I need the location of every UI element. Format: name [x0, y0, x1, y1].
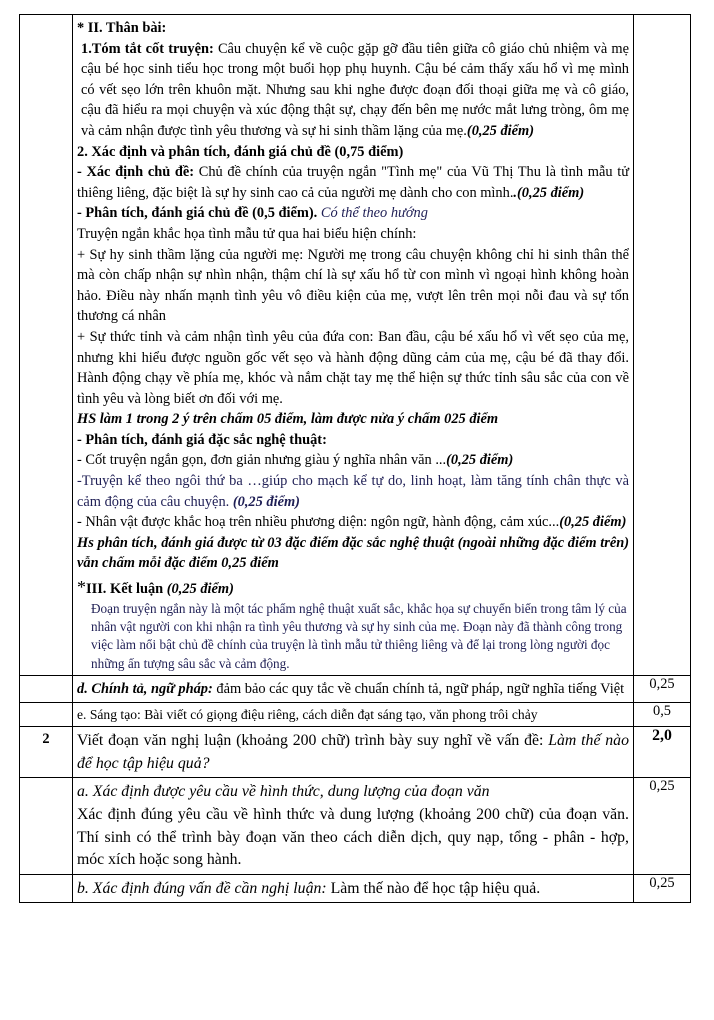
art-point-2	[77, 471, 629, 512]
table-row-question-2	[20, 727, 691, 778]
summary-label: 1.Tóm tắt cốt truyện:	[81, 40, 214, 57]
conclusion-paragraph: Đoạn truyện ngắn này là một tác phẩm nghệ thuật xuất sắc, khắc họa sự chuyển biến trong tâm lý của nhân vật người con khi nhận ra tình yêu thương và sự hy sinh của mẹ. Đoạn này đã thành công trong việc làm nổi bật chủ đề chính của truyện là tình mẫu tử thiêng liêng và để lại trong lòng người đọc những ấn tượng sâu sắc và cảm động.	[91, 600, 627, 671]
part3-heading-text: III. Kết luận	[86, 581, 164, 598]
question-2-score: 2,0	[634, 727, 691, 778]
art-point-3-score: (0,25 điểm)	[559, 514, 627, 531]
grading-note-2: Hs phân tích, đánh giá được từ 03 đặc điểm đặc sắc nghệ thuật (ngoài những đặc điểm trên) vẫn chấm mỗi đặc điểm 0,25 điểm	[77, 534, 629, 572]
question-2-number: 2	[20, 727, 73, 778]
grammar-score: 0,25	[634, 676, 691, 703]
issue-label: b. Xác định đúng vấn đề cần nghị luận:	[77, 879, 327, 897]
content-cell-creativity	[73, 702, 634, 726]
section2-heading: 2. Xác định và phân tích, đánh giá chủ đề (0,75 điểm)	[77, 143, 404, 160]
score-cell-body	[634, 15, 691, 676]
table-row-issue	[20, 874, 691, 903]
analysis-point-1: + Sự hy sinh thầm lặng của người mẹ: Người mẹ trong câu chuyện không chỉ hi sinh thân thể mà còn chấp nhận sự nhìn nhận, thậm chí là sự xấu hổ từ con mình vì ngoại hình không hoàn hảo. Điều này nhấn mạnh tình yêu vô điều kiện của mẹ, vượt lên trên mọi nỗi đau và sự tổn thương cá nhân	[77, 246, 629, 325]
part3-star: *	[77, 577, 86, 598]
analysis-hint: Có thể theo hướng	[317, 205, 428, 222]
form-requirement	[73, 778, 633, 873]
grammar-criterion	[73, 676, 633, 702]
grading-note-1: HS làm 1 trong 2 ý trên chấm 05 điểm, làm được nửa ý chấm 025 điểm	[77, 411, 499, 428]
creativity-criterion: e. Sáng tạo: Bài viết có giọng điệu riêng, cách diễn đạt sáng tạo, văn phong trôi chảy	[77, 706, 538, 722]
theme-paragraph	[77, 162, 629, 203]
analysis-heading	[77, 203, 629, 224]
analysis-point-2: + Sự thức tỉnh và cảm nhận tình yêu của đứa con: Ban đầu, cậu bé xấu hổ vì vết sẹo của mẹ, nhưng khi hiểu được nguồn gốc vết sẹo và hành động dũng cảm của mẹ, cậu bé đã thay đổi. Hành động chạy về phía mẹ, khóc và nắm chặt tay mẹ thể hiện sự thức tỉnh sâu sắc của con về tình yêu và lòng biết ơn đối với mẹ.	[77, 328, 629, 407]
question-number-cell	[20, 874, 73, 903]
form-requirement-label: a. Xác định được yêu cầu về hình thức, dung lượng của đoạn văn	[77, 783, 490, 801]
part3-heading	[77, 577, 629, 600]
question-2-prompt-text: Viết đoạn văn nghị luận (khoảng 200 chữ) trình bày suy nghĩ về vấn đề:	[77, 732, 549, 750]
content-cell-form	[73, 778, 634, 874]
question-number-cell	[20, 778, 73, 874]
theme-text: Chủ đề chính của truyện ngắn "Tình mẹ" của Vũ Thị Thu là tình mẫu tử thiêng liêng, đặc biệt là sự hy sinh cao cả của người mẹ dành cho con mình.	[77, 164, 629, 201]
summary-text: Câu chuyện kể về cuộc gặp gỡ đầu tiên giữa cô giáo chủ nhiệm và mẹ cậu bé học sinh tiểu học trong một buổi họp phụ huynh. Cậu bé cảm thấy xấu hổ vì mẹ mình có vết sẹo lớn trên khuôn mặt. Nhưng sau khi nghe được đoạn đối thoại giữa mẹ và cô giáo, cậu đã hiểu ra mọi chuyện và xúc động thật sự, chạy đến bên mẹ nước mắt lưng tròng, ôm mẹ và cảm nhận được tình yêu thương và sự hi sinh thầm lặng của mẹ.	[81, 40, 629, 139]
table-row-body-section	[20, 15, 691, 676]
summary-score: (0,25 điểm)	[466, 122, 535, 139]
form-requirement-text: Xác định đúng yêu cầu về hình thức và dung lượng (khoảng 200 chữ) của đoạn văn. Thí sinh có thể trình bày đoạn văn theo cách diễn dịch, quy nạp, tổng - phân - hợp, móc xích hoặc song hành.	[77, 806, 629, 869]
summary-paragraph	[77, 39, 629, 142]
question-2-topic: Làm thế nào để học tập hiệu quả?	[77, 732, 629, 772]
content-cell-issue	[73, 874, 634, 903]
art-heading: - Phân tích, đánh giá đặc sắc nghệ thuật:	[77, 431, 327, 448]
question-2-prompt	[73, 727, 633, 777]
question-number-cell	[20, 15, 73, 676]
art-point-1-text: - Cốt truyện ngắn gọn, đơn giản nhưng giàu ý nghĩa nhân văn ...	[77, 452, 447, 469]
art-point-3	[77, 512, 629, 533]
art-point-1	[77, 450, 629, 471]
content-cell-body	[73, 15, 634, 676]
grading-rubric-table	[19, 14, 691, 903]
art-point-2-text: -Truyện kể theo ngôi thứ ba …giúp cho mạch kể tự do, linh hoạt, làm tăng tính chân thực và cảm động của câu chuyện.	[77, 473, 629, 510]
body-section	[73, 15, 633, 675]
art-point-1-score: (0,25 điểm)	[446, 452, 514, 469]
analysis-intro: Truyện ngắn khắc họa tình mẫu tử qua hai biểu hiện chính:	[77, 225, 417, 242]
art-point-3-text: - Nhân vật được khắc hoạ trên nhiều phương diện: ngôn ngữ, hành động, cảm xúc...	[77, 514, 560, 531]
question-number-cell	[20, 676, 73, 703]
form-requirement-score: 0,25	[634, 778, 691, 874]
table-row-creativity	[20, 702, 691, 726]
analysis-label: - Phân tích, đánh giá chủ đề (0,5 điểm).	[77, 205, 318, 222]
grammar-text: đảm bảo các quy tắc về chuẩn chính tả, ngữ pháp, ngữ nghĩa tiếng Việt	[212, 681, 625, 698]
part3-score: (0,25 điểm)	[163, 581, 234, 598]
grammar-label: d. Chính tả, ngữ pháp:	[77, 681, 213, 698]
content-cell-question-2	[73, 727, 634, 778]
content-cell-grammar	[73, 676, 634, 703]
question-number-cell	[20, 702, 73, 726]
issue-criterion	[73, 875, 633, 903]
creativity-score: 0,5	[634, 702, 691, 726]
issue-text: Làm thế nào để học tập hiệu quả.	[326, 879, 541, 897]
table-row-form-requirement	[20, 778, 691, 874]
part2-heading: * II. Thân bài:	[77, 20, 167, 36]
issue-score: 0,25	[634, 874, 691, 903]
art-point-2-score: (0,25 điểm)	[229, 493, 300, 510]
theme-score: .(0,25 điểm)	[513, 184, 585, 201]
theme-label: - Xác định chủ đề:	[77, 164, 195, 181]
table-row-grammar	[20, 676, 691, 703]
